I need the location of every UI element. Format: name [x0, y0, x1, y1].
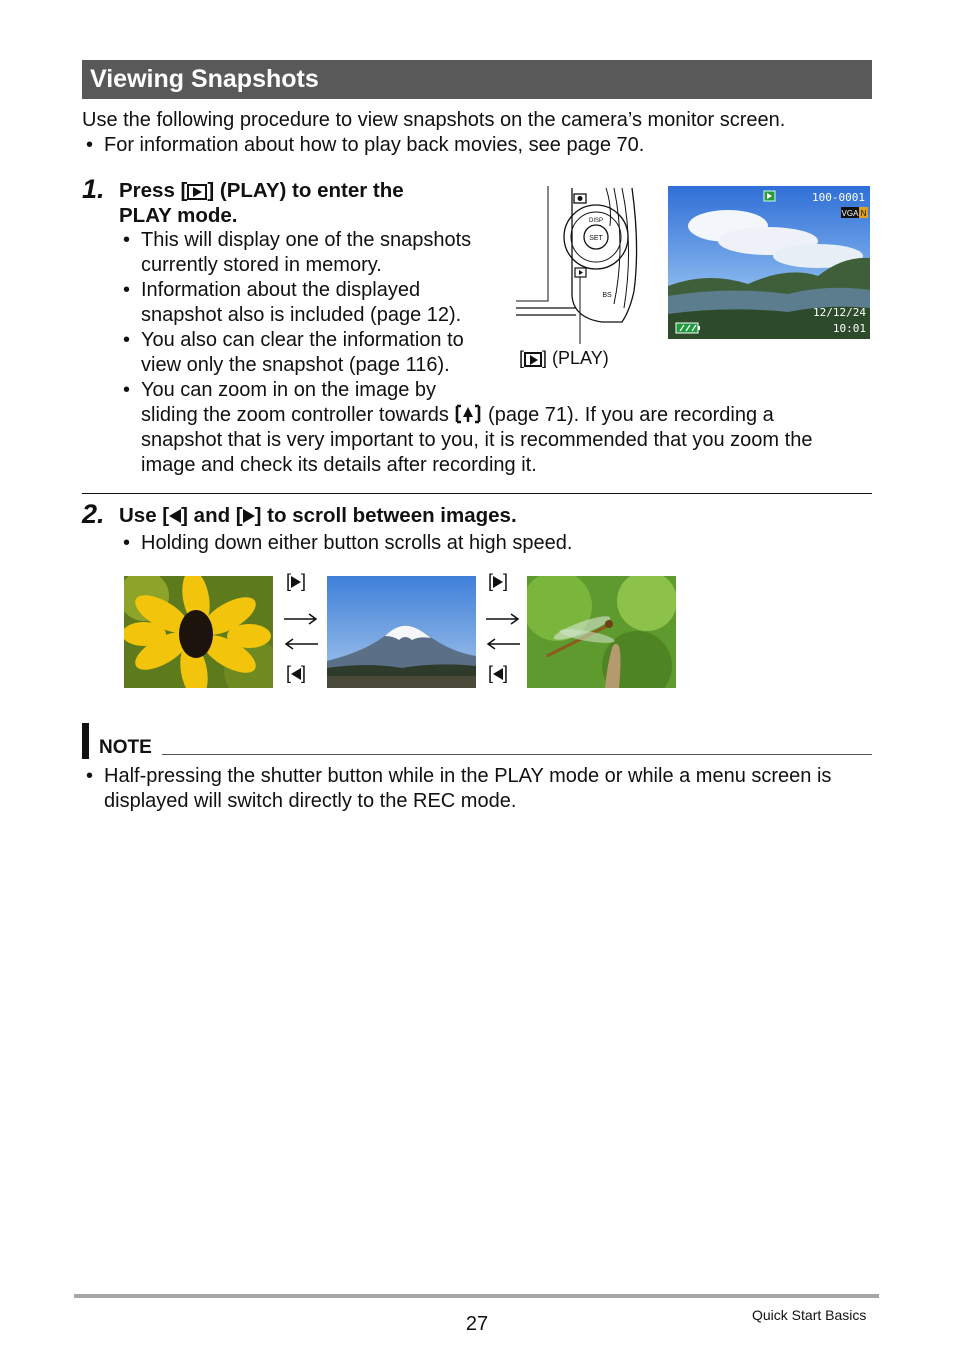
quality-badge: N [860, 209, 867, 218]
play-icon [524, 352, 542, 367]
next-button-label: [ ] [488, 571, 509, 591]
zoom-tele-icon [454, 404, 482, 424]
right-arrow-icon [243, 509, 255, 523]
screen-time: 10:01 [832, 322, 866, 335]
scroll-arrows-icon [282, 610, 320, 650]
sunflower-image [124, 576, 273, 688]
camera-back-illustration [514, 186, 644, 346]
note-bullet: • Half-pressing the shutter button while in the PLAY mode or while a menu screen is displayed will switch directly to the REC mode. [86, 765, 832, 812]
step-1-bullet-zoom: • You can zoom in on the image by sliding the zoom controller towards (page 71). If you are recording a snapshot that is very important to you, it is recommended that you zoom the image and check its details after recording it. [123, 379, 813, 476]
disp-button-label: DISP [588, 218, 604, 224]
left-arrow-icon [493, 668, 503, 680]
note-rule [162, 754, 872, 755]
play-icon [187, 184, 207, 200]
page-number: 27 [465, 1313, 489, 1335]
left-arrow-icon [169, 509, 181, 523]
section-name: Quick Start Basics [752, 1307, 867, 1323]
step-1-bullet: • Information about the displayed snapshot also is included (page 12). [123, 279, 462, 326]
intro-text: Use the following procedure to view snapshots on the camera’s monitor screen. [82, 109, 786, 131]
page-title: Viewing Snapshots [82, 60, 872, 99]
note-marker [82, 723, 89, 759]
battery-icon [676, 323, 700, 333]
right-arrow-icon [493, 576, 503, 588]
step-2-heading: Use [ ] and [ ] to scroll between images. [119, 504, 517, 527]
file-number: 100-0001 [812, 191, 865, 204]
step-2-bullet: • Holding down either button scrolls at high speed. [123, 532, 573, 554]
size-badge: VGA [841, 209, 859, 218]
step-1-heading: Press [ ] (PLAY) to enter the [119, 179, 404, 202]
next-button-label: [ ] [286, 571, 307, 591]
step-divider [82, 493, 872, 494]
step-1-bullet: • You also can clear the information to view only the snapshot (page 116). [123, 329, 464, 376]
footer-rule [74, 1294, 879, 1298]
intro-bullet: • For information about how to play back movies, see page 70. [86, 134, 645, 156]
dragonfly-image [527, 576, 676, 688]
step-1-number: 1. [82, 174, 105, 204]
step-2-number: 2. [82, 499, 105, 529]
previous-button-label: [ ] [488, 663, 509, 683]
note-label: NOTE [99, 737, 152, 758]
bs-button-label: BS [602, 292, 612, 299]
mountain-image [327, 576, 476, 688]
set-button-label: SET [589, 235, 603, 242]
left-arrow-icon [291, 668, 301, 680]
step-1-bullet: • This will display one of the snapshots currently stored in memory. [123, 229, 472, 276]
scroll-arrows-icon [484, 610, 522, 650]
step-1-heading-line2: PLAY mode. [119, 204, 238, 227]
playback-screen-image [668, 186, 870, 339]
right-arrow-icon [291, 576, 301, 588]
previous-button-label: [ ] [286, 663, 307, 683]
play-button-label: [ ] (PLAY) [519, 348, 609, 368]
screen-date: 12/12/24 [813, 306, 866, 319]
